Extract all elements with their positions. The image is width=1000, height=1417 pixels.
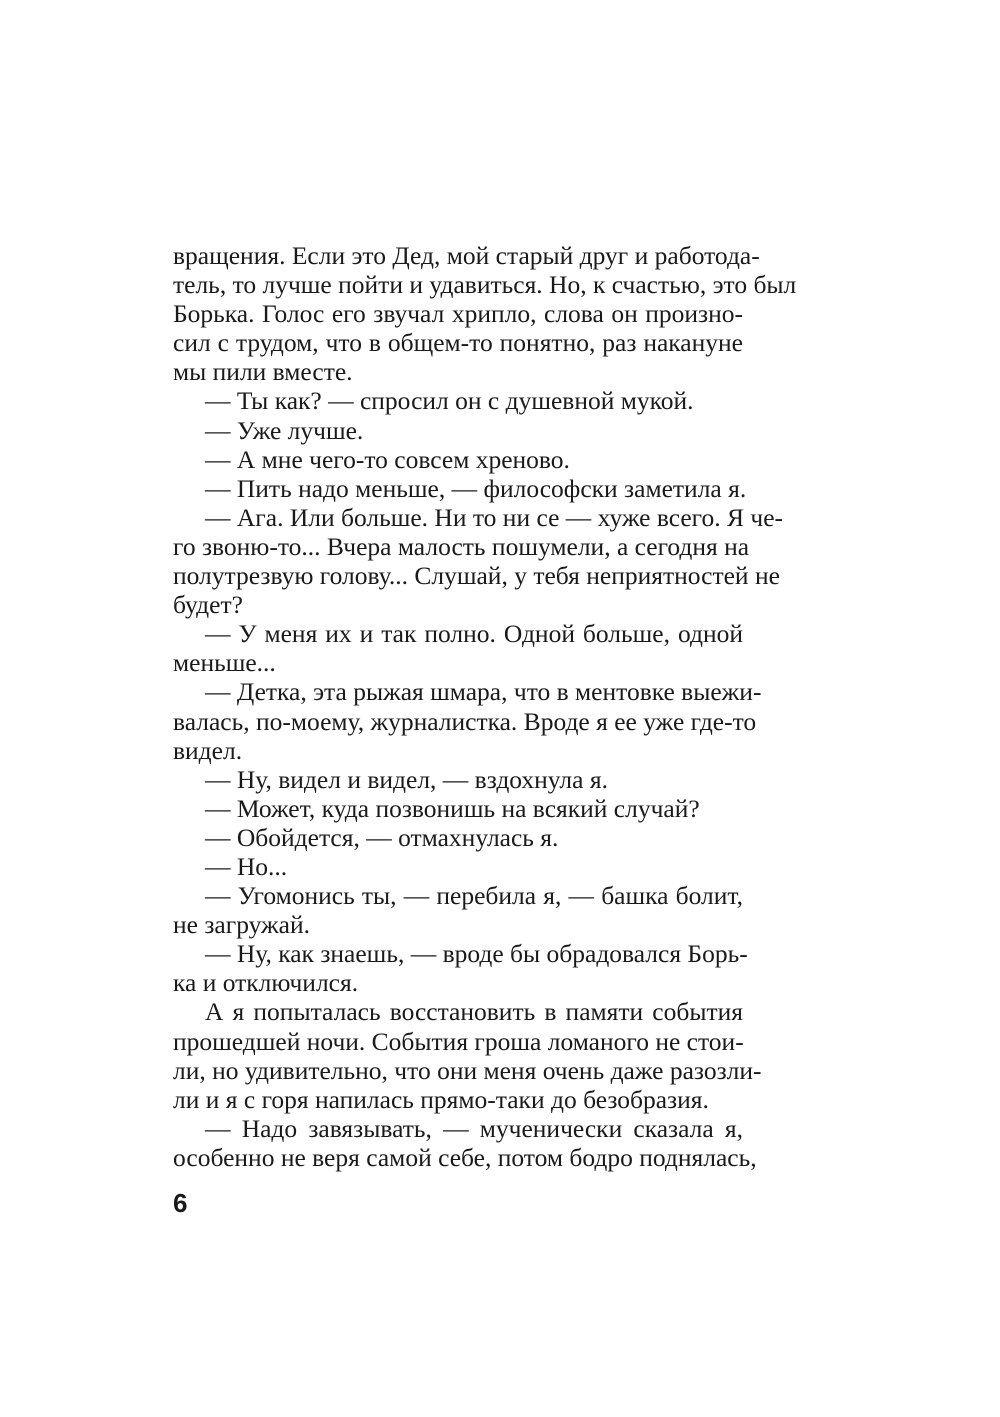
text-line: прошедшей ночи. События гроша ломаного не стои- — [173, 1026, 744, 1056]
text-line: А я попыталась восстановить в памяти события — [205, 997, 743, 1027]
text-line: го звоню-то... Вчера малость пошумели, а сегодня на — [173, 531, 750, 561]
text-line: будет? — [173, 590, 243, 620]
text-line: — Угомонись ты, — перебила я, — башка болит, — [205, 881, 743, 911]
text-line: особенно не веря самой себе, потом бодро поднялась, — [173, 1142, 757, 1172]
text-line: полутрезвую голову... Слушай, у тебя неприятностей не — [173, 561, 780, 591]
text-line: вращения. Если это Дед, мой старый друг и работода- — [173, 241, 760, 270]
text-line: — Может, куда позвонишь на всякий случай? — [205, 793, 700, 823]
body-text — [173, 241, 797, 1172]
text-line: — Надо завязывать, — мученически сказала я, — [205, 1113, 743, 1143]
text-line: ка и отключился. — [173, 968, 359, 998]
text-line: меньше... — [173, 648, 276, 678]
text-line: — Ну, как знаешь, — вроде бы обрадовался Борь- — [205, 939, 748, 969]
text-line: валась, по-моему, журналистка. Вроде я ее уже где-то — [173, 706, 757, 736]
text-line: Борька. Голос его звучал хрипло, слова он произно- — [173, 299, 743, 329]
text-line: — Детка, эта рыжая шмара, что в ментовке выежи- — [205, 677, 762, 707]
text-line: ли и я с горя напилась прямо-таки до безобразия. — [173, 1084, 709, 1114]
text-line: — А мне чего-то совсем хреново. — [205, 444, 570, 474]
text-line: ли, но удивительно, что они меня очень даже разозли- — [173, 1055, 762, 1085]
text-line: — У меня их и так полно. Одной больше, одной — [205, 619, 743, 649]
text-line: — Ага. Или больше. Ни то ни се — хуже всего. Я че- — [205, 502, 784, 532]
text-line: тель, то лучше пойти и удавиться. Но, к счастью, это был — [173, 270, 797, 300]
text-line: — Но... — [205, 851, 288, 881]
page-number: 6 — [173, 1188, 188, 1218]
text-line: видел. — [173, 735, 243, 765]
text-line: мы пили вместе. — [173, 357, 353, 387]
text-line: — Пить надо меньше, — философски заметила я. — [205, 473, 747, 503]
text-line: — Уже лучше. — [205, 415, 364, 445]
text-line: — Ну, видел и видел, — вздохнула я. — [205, 764, 608, 794]
text-line: сил с трудом, что в общем-то понятно, раз накануне — [173, 328, 743, 358]
text-line: не загружай. — [173, 910, 310, 940]
text-line: — Обойдется, — отмахнулась я. — [205, 822, 559, 852]
text-line: — Ты как? — спросил он с душевной мукой. — [205, 386, 694, 416]
